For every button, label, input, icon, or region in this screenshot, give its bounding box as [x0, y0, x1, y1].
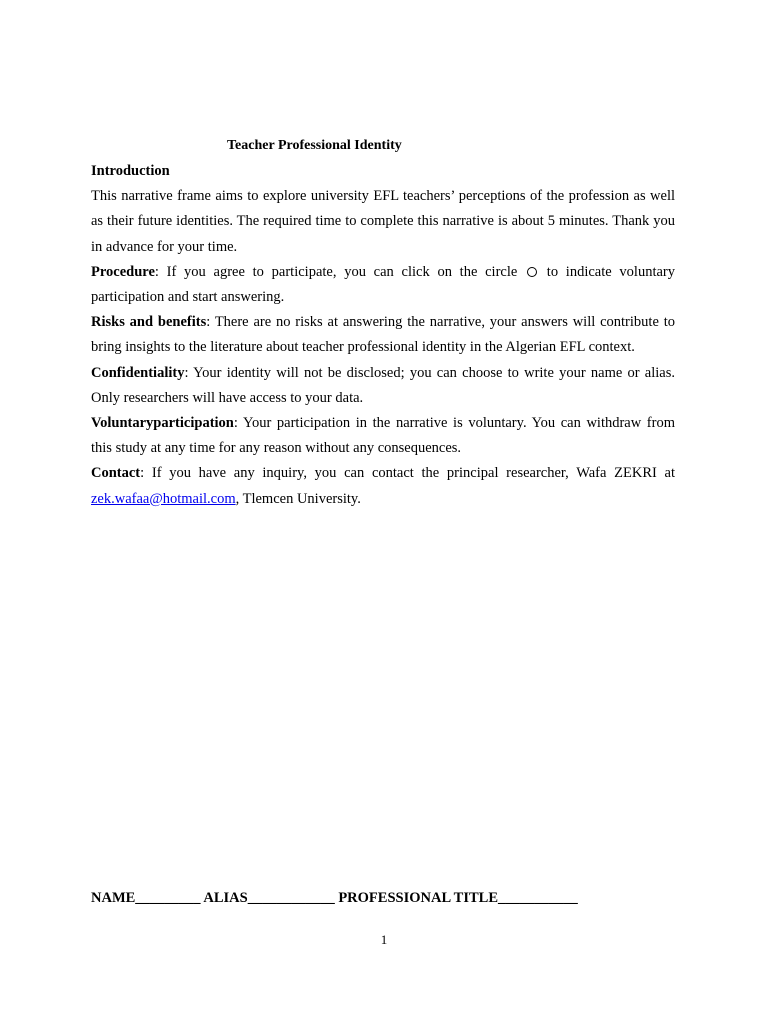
document-title: Teacher Professional Identity: [227, 138, 402, 153]
risks-text: : There are no risks at answering the narrative, your answers will contribute to bring insights to the literature about teacher professional identity in the Algerian EFL context.: [91, 314, 675, 356]
page-number: 1: [380, 932, 388, 947]
voluntary-paragraph: [91, 411, 675, 461]
document-body: [91, 159, 675, 512]
contact-label: Contact: [91, 465, 141, 482]
contact-text: : If you have any inquiry, you can contact the principal researcher, Wafa ZEKRI at: [140, 465, 675, 482]
confidentiality-paragraph: [91, 361, 675, 411]
introduction-heading: Introduction: [91, 163, 170, 179]
voluntary-text: : Your participation in the narrative is voluntary. You can withdraw from this study at any time for any reason without any consequences.: [91, 415, 675, 457]
procedure-text: : If you agree to participate, you can click on the circle: [154, 263, 518, 280]
confidentiality-text: : Your identity will not be disclosed; you can choose to write your name or alias. Only researchers will have access to your data.: [91, 364, 675, 406]
risks-paragraph: [91, 310, 675, 360]
procedure-label: Procedure: [91, 263, 155, 280]
participant-fields-line: NAME_________ ALIAS____________ PROFESSIONAL TITLE___________: [91, 890, 578, 906]
contact-email-link[interactable]: zek.wafaa@hotmail.com: [91, 490, 236, 507]
procedure-text-continued: to indicate voluntary participation and start answering.: [91, 263, 676, 306]
consent-circle-icon[interactable]: [527, 267, 537, 277]
confidentiality-label: Confidentiality: [91, 364, 185, 381]
procedure-paragraph: [91, 260, 675, 310]
contact-text-after: , Tlemcen University.: [235, 490, 361, 507]
risks-label: Risks and benefits: [91, 314, 207, 331]
introduction-paragraph: This narrative frame aims to explore university EFL teachers’ perceptions of the profession as well as their future identities. The required time to complete this narrative is about 5 minutes. Thank you in advance for your time.: [91, 188, 675, 255]
voluntary-label: Voluntaryparticipation: [91, 415, 234, 432]
contact-paragraph: [91, 461, 675, 511]
